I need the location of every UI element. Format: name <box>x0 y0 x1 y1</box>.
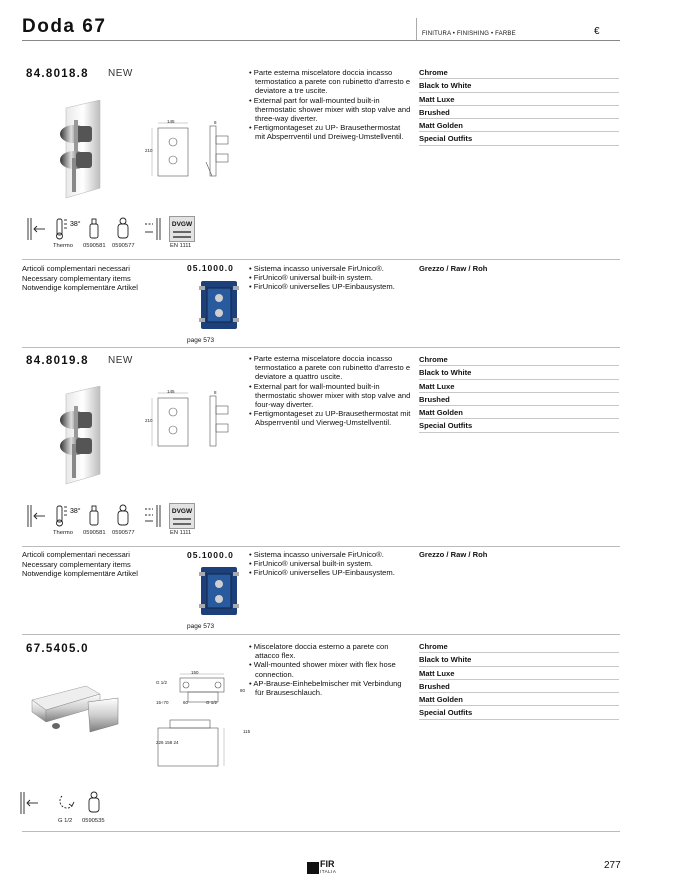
dim-c: G 1/2 <box>156 680 168 685</box>
finish-option[interactable]: Chrome <box>419 66 619 79</box>
complementary-code: 05.1000.0 <box>187 550 234 560</box>
complementary-code: 05.1000.0 <box>187 263 234 273</box>
dim-b: 60 <box>183 700 189 705</box>
brand-logo-icon <box>307 862 319 874</box>
dim-a: 150 <box>191 670 199 675</box>
norm-label: EN 1111 <box>170 243 192 249</box>
cartridge-icon <box>118 505 128 525</box>
wall-mount-icon <box>28 505 45 527</box>
product-description: • Miscelatore doccia esterno a parete con attacco flex. • Wall-mounted shower mixer with flex hose connection. • AP-Brause-Einhebelmischer mit Verbindung für Brauseschlauch. <box>249 642 402 698</box>
separator <box>22 831 620 832</box>
technical-drawing <box>146 118 246 180</box>
dim-height: 210 <box>145 148 153 153</box>
finish-option[interactable]: Black to White <box>419 366 619 379</box>
separator <box>22 634 620 635</box>
complementary-description: • Sistema incasso universale FirUnico®. • FirUnico® universal built-in system. • FirUnico® universelles UP-Einbausystem. <box>249 550 395 578</box>
built-in-box-photo <box>198 278 240 332</box>
complementary-description: • Sistema incasso universale FirUnico®. • FirUnico® universal built-in system. • FirUnico® universelles UP-Einbausystem. <box>249 264 395 292</box>
dim-f: 115 <box>243 729 251 734</box>
finish-option[interactable]: Chrome <box>419 640 619 653</box>
finish-option[interactable]: Special Outfits <box>419 706 619 719</box>
cartridge-code: 0590577 <box>112 243 135 249</box>
norm-label: EN 1111 <box>170 530 192 536</box>
thermostat-icon <box>57 219 68 239</box>
product-photo <box>52 100 108 200</box>
page-number: 277 <box>604 860 621 871</box>
finish-option[interactable]: Special Outfits <box>419 132 619 145</box>
product-photo <box>52 386 108 486</box>
header-rule <box>22 40 620 41</box>
built-in-box-photo <box>198 564 240 618</box>
diverter-icon <box>145 505 160 527</box>
brand-sub: ITALIA <box>320 869 337 874</box>
dvgw-badge: DVGW <box>169 216 195 242</box>
currency-symbol: € <box>594 26 600 37</box>
complementary-finish: Grezzo / Raw / Roh <box>419 550 488 559</box>
dim-depth: 8 <box>214 390 217 395</box>
dim-d: 15÷70 <box>156 700 169 705</box>
wall-mount-icon <box>28 218 45 240</box>
finish-option[interactable]: Brushed <box>419 680 619 693</box>
finish-option[interactable]: Special Outfits <box>419 419 619 432</box>
product-description: • Parte esterna miscelatore doccia incasso termostatico a parete con rubinetto d'arresto e deviatore a quattro uscite. • External part for wall-mounted built-in thermostatic shower mixer with stop valve and four-way diverter. • Fertigmontageset zu UP-Brausethermostat mit Absperrventil und Vierweg-Umstellventil. <box>249 354 411 428</box>
finish-option[interactable]: Brushed <box>419 393 619 406</box>
finish-option[interactable]: Black to White <box>419 653 619 666</box>
finish-option[interactable]: Matt Golden <box>419 693 619 706</box>
finish-option[interactable]: Matt Golden <box>419 406 619 419</box>
cartridge-icon <box>90 219 98 238</box>
diverter-icon <box>145 218 160 240</box>
complementary-labels: Articoli complementari necessari Necessary complementary items Notwendige komplementäre Artikel <box>22 550 138 579</box>
dim-e: 80 <box>240 688 246 693</box>
finish-list <box>419 353 619 433</box>
wall-mount-icon <box>21 792 38 814</box>
page-reference[interactable]: page 573 <box>187 337 215 344</box>
cartridge-code: 0590581 <box>83 243 106 249</box>
brand-name: FIR <box>320 859 335 869</box>
temp-label: 38° <box>70 221 81 228</box>
page-reference[interactable]: page 573 <box>187 623 215 630</box>
dvgw-badge: DVGW <box>169 503 195 529</box>
cartridge-icon <box>90 506 98 525</box>
technical-drawing <box>146 388 246 450</box>
connection-label: G 1/2 <box>58 818 73 824</box>
new-badge: NEW <box>108 68 133 79</box>
finishes-header: FINITURA • FINISHING • FARBE <box>422 31 516 37</box>
product-code: 84.8018.8 <box>26 68 89 80</box>
finish-list <box>419 66 619 146</box>
dim-height: 210 <box>145 418 153 423</box>
thermo-label: Thermo <box>53 530 73 536</box>
new-badge: NEW <box>108 355 133 366</box>
page-title: Doda 67 <box>22 16 107 37</box>
complementary-labels: Articoli complementari necessari Necessary complementary items Notwendige komplementäre Artikel <box>22 264 138 293</box>
finish-option[interactable]: Black to White <box>419 79 619 92</box>
product-code: 84.8019.8 <box>26 355 89 367</box>
cartridge-icon <box>89 792 99 812</box>
finish-option[interactable]: Matt Luxe <box>419 667 619 680</box>
technical-drawing <box>150 670 250 770</box>
separator <box>22 259 620 260</box>
finish-option[interactable]: Brushed <box>419 106 619 119</box>
dim-depth: 8 <box>214 120 217 125</box>
finish-option[interactable]: Matt Golden <box>419 119 619 132</box>
finish-option[interactable]: Matt Luxe <box>419 93 619 106</box>
thermo-label: Thermo <box>53 243 73 249</box>
dim-width: 145 <box>167 119 175 124</box>
separator <box>22 546 620 547</box>
cartridge-code: 0590581 <box>83 530 106 536</box>
product-description: • Parte esterna miscelatore doccia incasso termostatico a parete con rubinetto d'arresto e deviatore a tre uscite. • External part for wall-mounted built-in thermostatic shower mixer with stop valve and three-way diverter. • Fertigmontageset zu UP- Brausethermostat mit Absperrventil und Dreiweg-Umstellventil. <box>249 68 411 142</box>
finish-list <box>419 640 619 720</box>
cartridge-code: 0590535 <box>82 818 105 824</box>
cartridge-icon <box>118 218 128 238</box>
cartridge-code: 0590577 <box>112 530 135 536</box>
finish-option[interactable]: Chrome <box>419 353 619 366</box>
feature-icons <box>18 790 118 816</box>
dim-c2: G 1/2 <box>206 700 218 705</box>
dim-g: 226 158 24 <box>156 740 179 745</box>
thermostat-icon <box>57 506 68 526</box>
finish-option[interactable]: Matt Luxe <box>419 380 619 393</box>
hose-connection-icon <box>60 796 74 808</box>
product-photo <box>28 680 128 740</box>
dim-width: 145 <box>167 389 175 394</box>
temp-label: 38° <box>70 508 81 515</box>
complementary-finish: Grezzo / Raw / Roh <box>419 264 488 273</box>
separator <box>22 347 620 348</box>
product-code: 67.5405.0 <box>26 643 89 655</box>
header-divider <box>416 18 417 40</box>
